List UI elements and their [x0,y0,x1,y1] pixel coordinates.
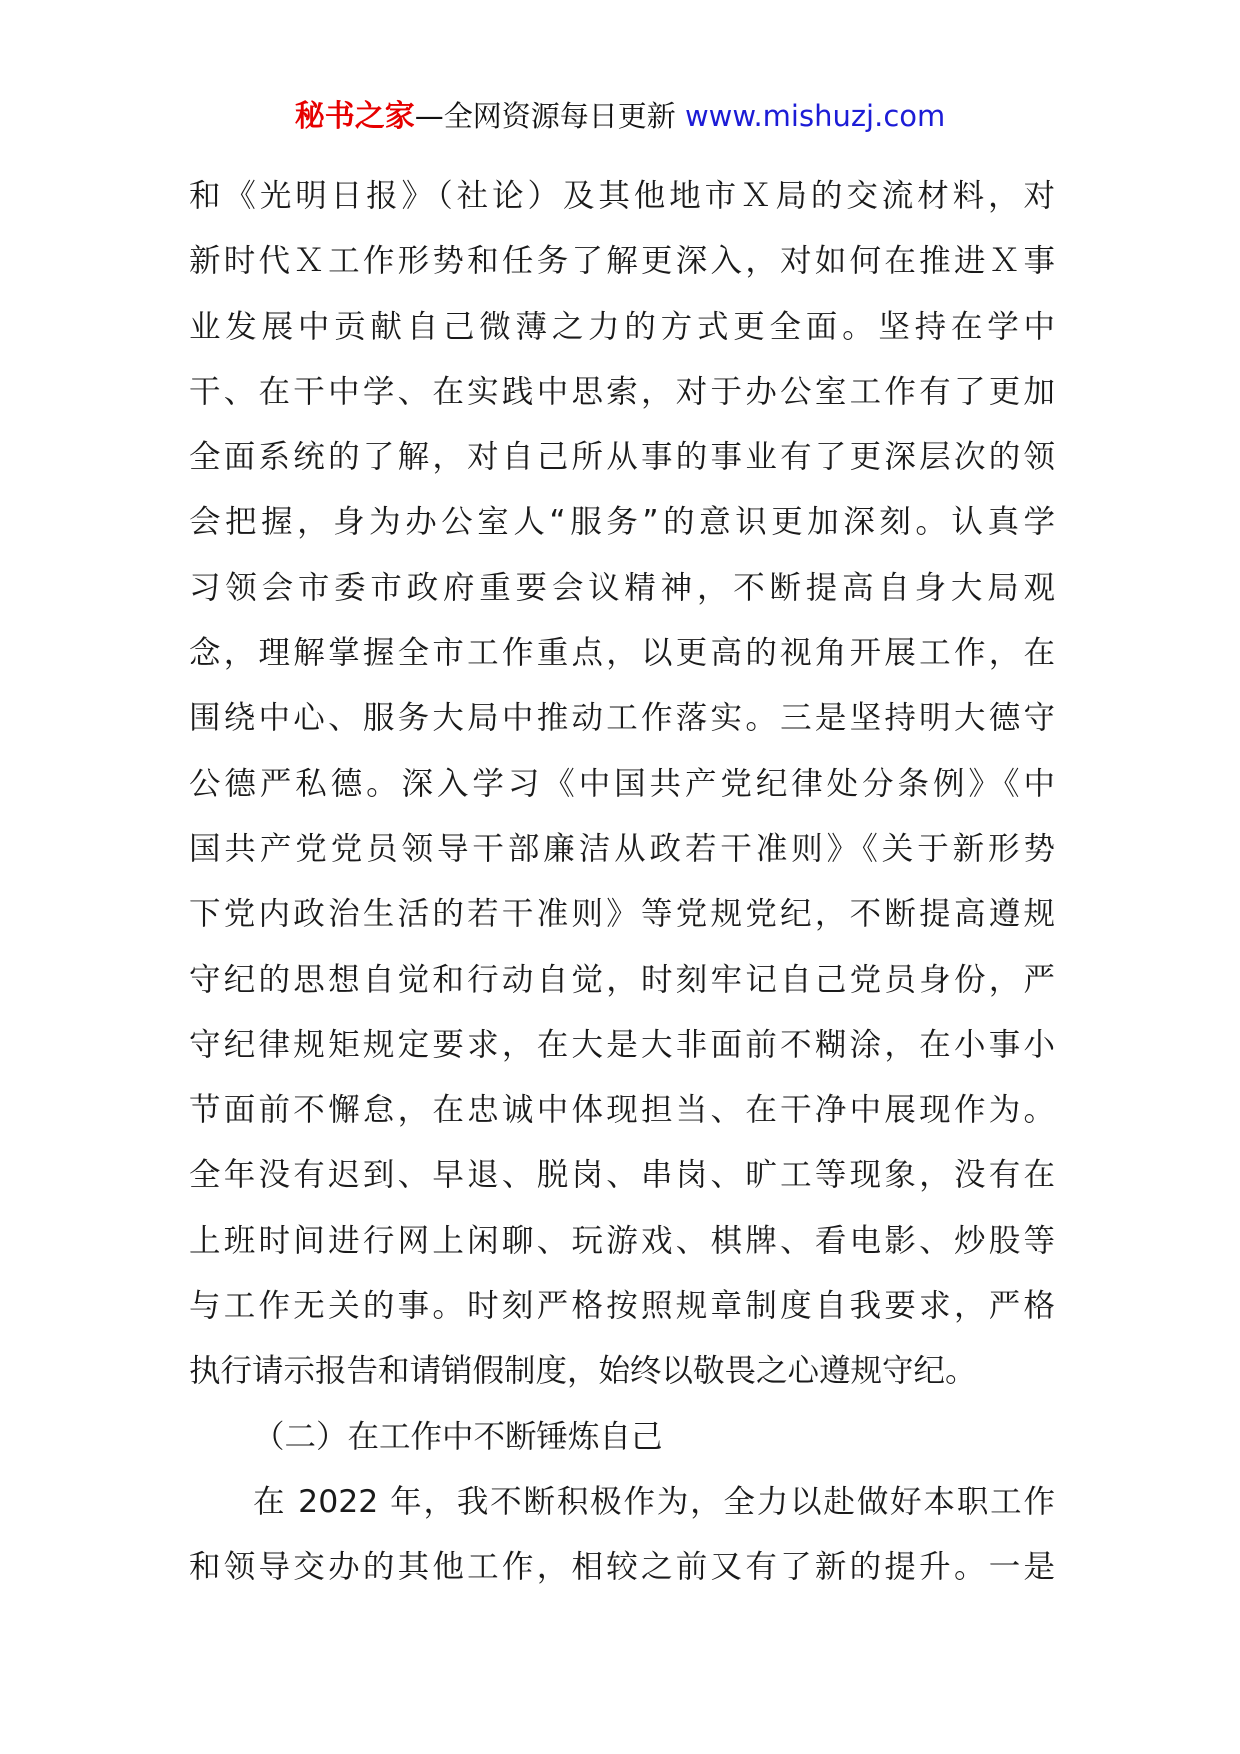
text-line: 上班时间进行网上闲聊、玩游戏、棋牌、看电影、炒股等 [189,1222,1055,1259]
page-header [0,96,1240,137]
text-line: 干、在干中学、在实践中思索，对于办公室工作有了更加 [189,373,1055,410]
text-line: 守纪的思想自觉和行动自觉，时刻牢记自己党员身份，严 [189,961,1055,998]
text-line: 在 2022 年，我不断积极作为，全力以赴做好本职工作 [253,1483,1055,1520]
section-heading: （二）在工作中不断锤炼自己 [253,1418,663,1455]
text-line: 执行请示报告和请销假制度，始终以敬畏之心遵规守纪。 [189,1353,977,1390]
text-line: 围绕中心、服务大局中推动工作落实。三是坚持明大德守 [189,700,1055,737]
text-line: 国共产党党员领导干部廉洁从政若干准则》《关于新形势 [189,830,1055,867]
paragraph-1 [189,164,1055,1405]
paragraph-2 [189,1470,1055,1601]
text-line: 会把握，身为办公室人“服务”的意识更加深刻。认真学 [189,504,1055,541]
text-line: 公德严私德。深入学习《中国共产党纪律处分条例》《中 [189,765,1055,802]
text-line: 业发展中贡献自己微薄之力的方式更全面。坚持在学中 [189,308,1055,345]
text-line: 新时代Ｘ工作形势和任务了解更深入，对如何在推进Ｘ事 [189,243,1055,280]
text-line: 与工作无关的事。时刻严格按照规章制度自我要求，严格 [189,1288,1055,1325]
header-tagline: —全网资源每日更新 [414,99,676,133]
text-line: 全面系统的了解，对自己所从事的事业有了更深层次的领 [189,439,1055,476]
text-line: 下党内政治生活的若干准则》等党规党纪，不断提高遵规 [189,896,1055,933]
text-line: 节面前不懈怠，在忠诚中体现担当、在干净中展现作为。 [189,1092,1055,1129]
text-line: 念，理解掌握全市工作重点，以更高的视角开展工作，在 [189,635,1055,672]
site-url-link[interactable]: www.mishuzj.com [684,99,946,133]
document-body [189,164,1055,1601]
text-line: 全年没有迟到、早退、脱岗、串岗、旷工等现象，没有在 [189,1157,1055,1194]
text-line: 和领导交办的其他工作，相较之前又有了新的提升。一是 [189,1549,1055,1586]
brand-name: 秘书之家 [294,99,415,134]
text-line: 和《光明日报》（社论）及其他地市Ｘ局的交流材料，对 [189,178,1055,214]
text-line: 习领会市委市政府重要会议精神，不断提高自身大局观 [189,569,1055,606]
text-line: 守纪律规矩规定要求，在大是大非面前不糊涂，在小事小 [189,1026,1055,1063]
